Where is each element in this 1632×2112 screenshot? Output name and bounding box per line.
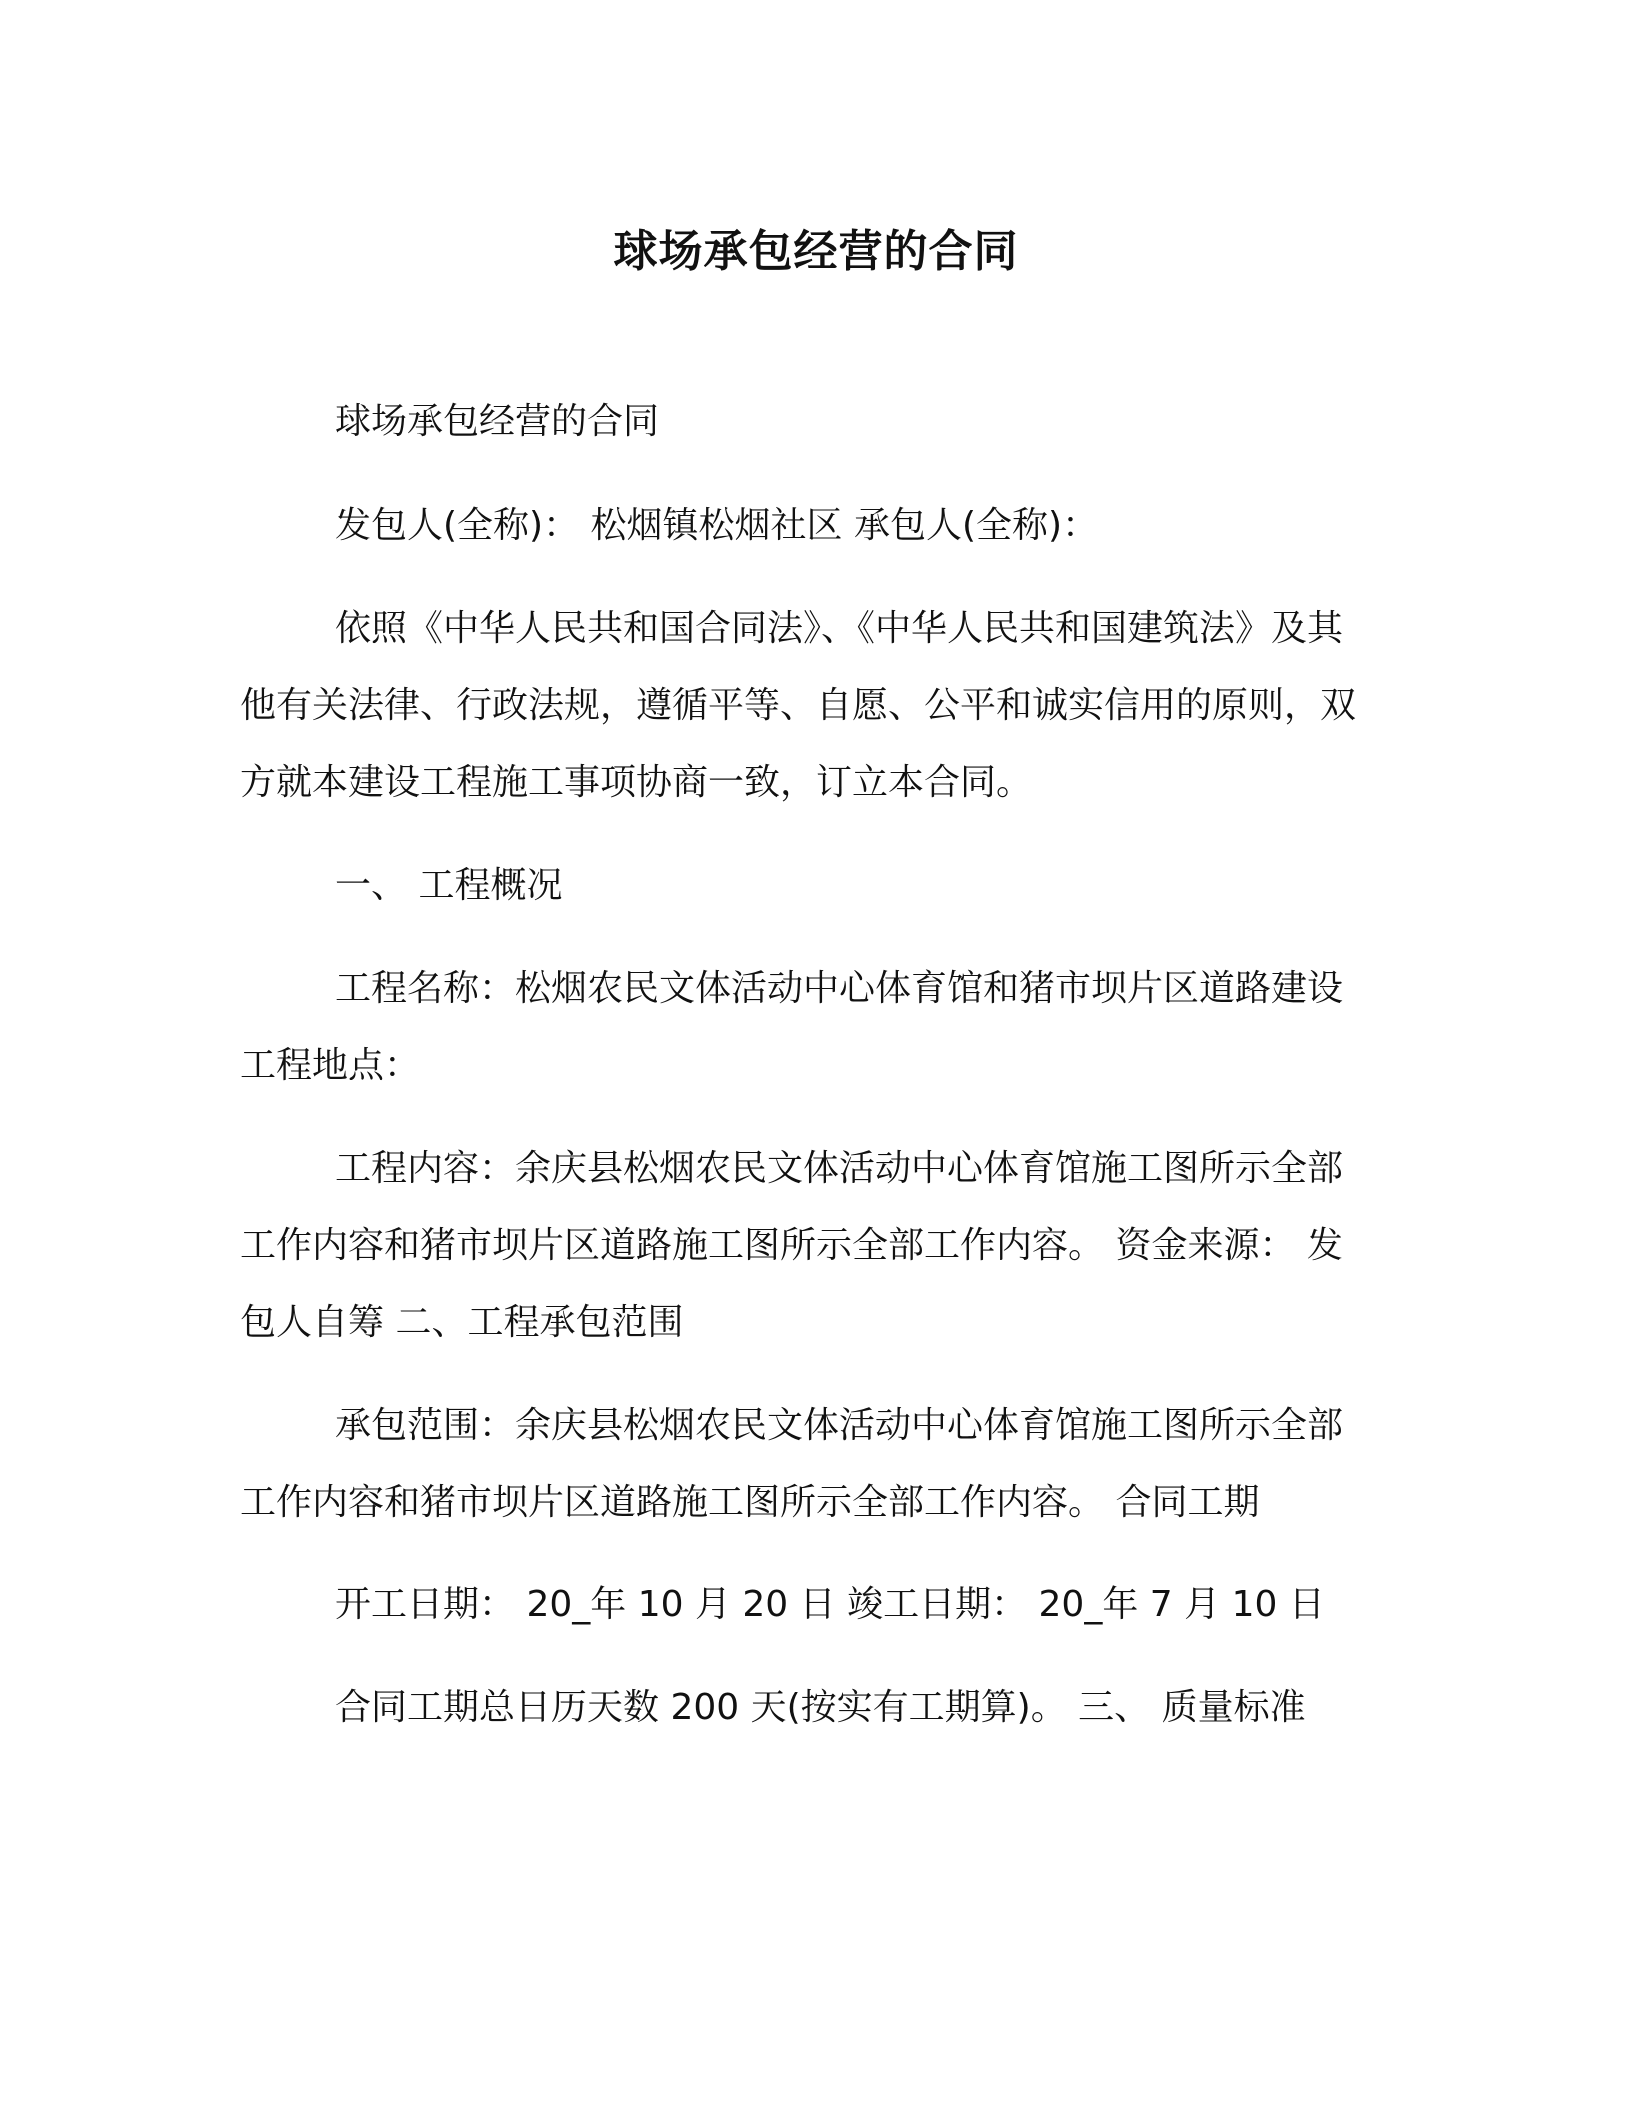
document-title: 球场承包经营的合同 bbox=[613, 226, 1019, 277]
section-heading-project-overview: 一、 工程概况 bbox=[335, 865, 563, 906]
paragraph-legal-basis: 依照《中华人民共和国合同法》、《中华人民共和国建筑法》及其他有关法律、行政法规，遵循平等、自愿、公平和诚实信用的原则，双方就本建设工程施工事项协商一致，订立本合同。 bbox=[240, 608, 1357, 803]
paragraph-duration: 合同工期总日历天数 200 天(按实有工期算)。 三、 质量标准 bbox=[335, 1687, 1306, 1728]
paragraph-contract-scope: 承包范围：余庆县松烟农民文体活动中心体育馆施工图所示全部工作内容和猪市坝片区道路施工图所示全部工作内容。 合同工期 bbox=[240, 1405, 1344, 1523]
paragraph-parties: 发包人(全称)： 松烟镇松烟社区 承包人(全称)： bbox=[335, 505, 1099, 546]
paragraph-project-name: 工程名称：松烟农民文体活动中心体育馆和猪市坝片区道路建设工程地点： bbox=[240, 968, 1344, 1086]
paragraph-project-content: 工程内容：余庆县松烟农民文体活动中心体育馆施工图所示全部工作内容和猪市坝片区道路施工图所示全部工作内容。 资金来源： 发包人自筹 二、工程承包范围 bbox=[240, 1148, 1344, 1343]
paragraph-dates: 开工日期： 20_年 10 月 20 日 竣工日期： 20_年 7 月 10 日 bbox=[335, 1584, 1325, 1625]
paragraph-subtitle: 球场承包经营的合同 bbox=[335, 401, 660, 442]
